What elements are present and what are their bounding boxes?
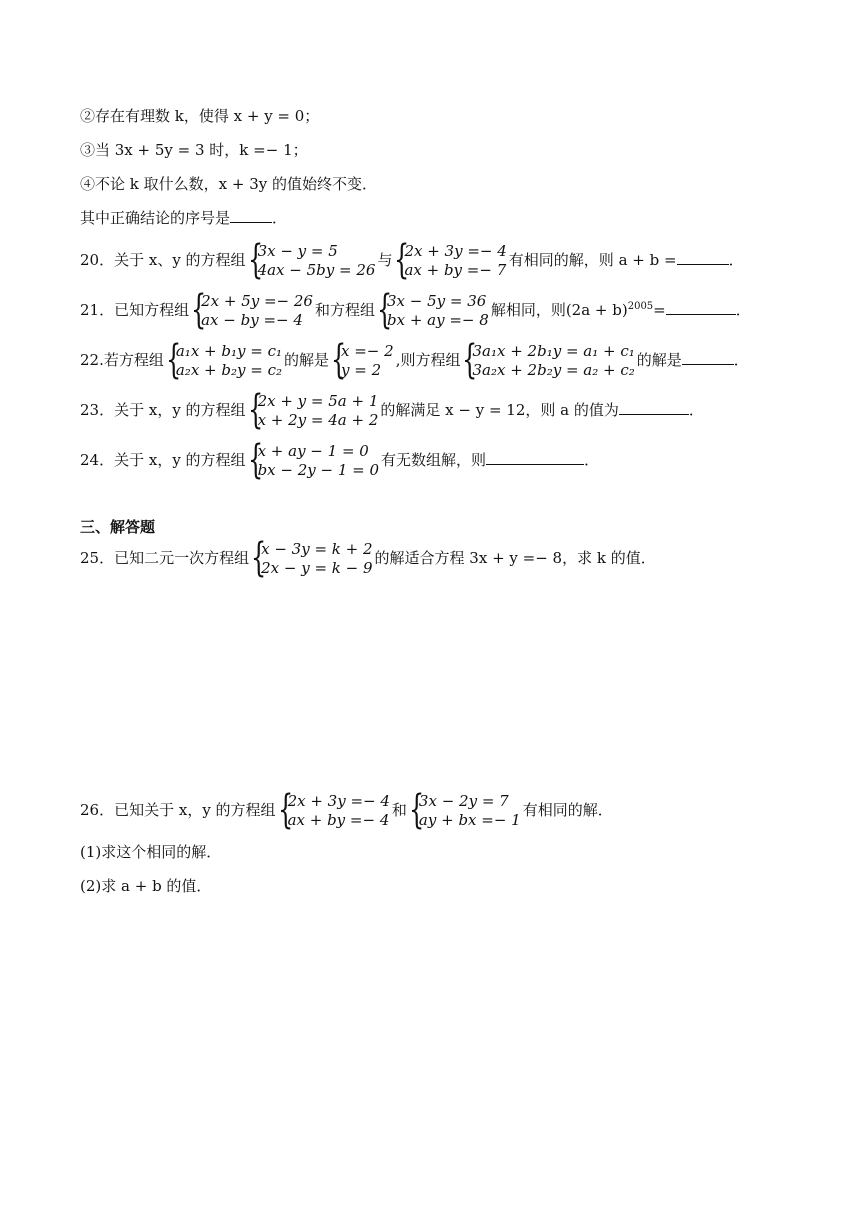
q26-system-2	[408, 787, 521, 833]
eq-row: 3a₁x + 2b₁y = a₁ + c₁	[472, 342, 635, 360]
period: ．	[584, 451, 600, 469]
brace-icon: {	[247, 437, 263, 483]
eq-row: ax + by =− 4	[287, 811, 390, 829]
eq-row: bx − 2y − 1 = 0	[257, 461, 380, 479]
period: ．	[728, 251, 744, 269]
q23-system-1	[247, 387, 379, 433]
q23-post: 的解满足 x − y = 12，则 a 的值为	[380, 401, 619, 419]
eq-row: 3x − 2y = 7	[418, 792, 509, 810]
answer-blank	[682, 350, 734, 365]
brace-icon: {	[165, 337, 182, 383]
q26-post: 有相同的解．	[522, 801, 613, 819]
answer-blank	[486, 450, 584, 465]
eq-row: ax + by =− 7	[404, 261, 507, 279]
q21-system-1	[191, 287, 313, 333]
q22-system-3	[462, 337, 635, 383]
brace-icon: {	[247, 237, 263, 283]
eq-row: x =− 2	[341, 342, 394, 360]
question-20	[80, 237, 744, 283]
q26-system-1	[277, 787, 390, 833]
eq-row: x + 2y = 4a + 2	[257, 411, 379, 429]
eq-row: 2x + y = 5a + 1	[257, 392, 379, 410]
answer-blank	[619, 400, 689, 415]
brace-icon: {	[462, 337, 478, 383]
eq-row: x + ay − 1 = 0	[257, 442, 369, 460]
q20-system-2	[394, 237, 507, 283]
statement-2: ②存在有理数 k，使得 x + y = 0；	[80, 107, 320, 125]
brace-icon: {	[408, 787, 425, 833]
statement-4: ④不论 k 取什么数，x + 3y 的值始终不变．	[80, 175, 377, 193]
ask-text: 其中正确结论的序号是	[80, 209, 231, 227]
eq-row: 2x + 3y =− 4	[287, 792, 390, 810]
brace-icon: {	[251, 535, 267, 581]
eq-row: ax − by =− 4	[201, 311, 303, 329]
eq-row: 3x − y = 5	[257, 242, 338, 260]
answer-blank	[666, 300, 736, 315]
q26-mid: 和	[391, 801, 407, 819]
statement-ask	[80, 208, 287, 228]
question-24	[80, 437, 600, 483]
q22-system-2	[331, 337, 394, 383]
question-25	[80, 535, 656, 581]
q25-pre: 25．已知二元一次方程组	[80, 549, 250, 567]
brace-icon: {	[331, 337, 347, 383]
q25-post: 的解适合方程 3x + y =− 8，求 k 的值．	[374, 549, 656, 567]
brace-icon: {	[277, 787, 293, 833]
section-heading: 三、解答题	[80, 518, 156, 536]
period: ．	[688, 401, 704, 419]
answer-blank	[230, 208, 272, 223]
q20-post: 有相同的解，则 a + b =	[508, 251, 677, 269]
statement-3: ③当 3x + 5y = 3 时，k =− 1；	[80, 141, 308, 159]
brace-icon: {	[191, 287, 207, 333]
q20-system-1	[247, 237, 376, 283]
question-22	[80, 337, 749, 383]
q22-system-1	[165, 337, 282, 383]
brace-icon: {	[377, 287, 393, 333]
q21-system-2	[377, 287, 489, 333]
question-21	[80, 287, 751, 333]
eq-row: 2x + 3y =− 4	[404, 242, 507, 260]
q22-mid: 的解是	[284, 351, 330, 369]
q21-exponent: 2005	[627, 301, 654, 312]
q21-mid: 和方程组	[314, 301, 375, 319]
eq-row: 2x − y = k − 9	[261, 559, 373, 577]
q21-pre: 21．已知方程组	[80, 301, 190, 319]
q21-equals: =	[653, 301, 666, 319]
eq-row: x − 3y = k + 2	[261, 540, 373, 558]
eq-row: 3a₂x + 2b₂y = a₂ + c₂	[472, 361, 635, 379]
brace-icon: {	[394, 237, 410, 283]
eq-row: 2x + 5y =− 26	[201, 292, 313, 310]
eq-row: y = 2	[341, 361, 382, 379]
q23-pre: 23．关于 x，y 的方程组	[80, 401, 246, 419]
eq-row: bx + ay =− 8	[387, 311, 489, 329]
q22-pre: 22.若方程组	[80, 351, 164, 369]
q25-system-1	[251, 535, 373, 581]
eq-row: 4ax − 5by = 26	[257, 261, 376, 279]
q24-system-1	[247, 437, 380, 483]
q26-part-1: (1)求这个相同的解．	[80, 843, 222, 861]
q20-pre: 20．关于 x、y 的方程组	[80, 251, 246, 269]
q26-part-2: (2)求 a + b 的值．	[80, 877, 212, 895]
eq-row: ay + bx =− 1	[418, 811, 521, 829]
question-23	[80, 387, 704, 433]
answer-blank	[677, 250, 729, 265]
brace-icon: {	[247, 387, 263, 433]
eq-row: 3x − 5y = 36	[387, 292, 487, 310]
period: ．	[735, 301, 751, 319]
q22-mid2: ,则方程组	[395, 351, 461, 369]
q24-pre: 24．关于 x，y 的方程组	[80, 451, 246, 469]
q20-mid: 与	[377, 251, 393, 269]
q21-post: 解相同，则(2a + b)	[490, 301, 628, 319]
period: ．	[733, 351, 749, 369]
question-26	[80, 787, 613, 833]
q24-post: 有无数组解，则	[381, 451, 487, 469]
eq-row: a₁x + b₁y = c₁	[175, 342, 282, 360]
eq-row: a₂x + b₂y = c₂	[175, 361, 282, 379]
q22-post: 的解是	[636, 351, 682, 369]
period: ．	[272, 209, 288, 227]
q26-pre: 26．已知关于 x，y 的方程组	[80, 801, 276, 819]
